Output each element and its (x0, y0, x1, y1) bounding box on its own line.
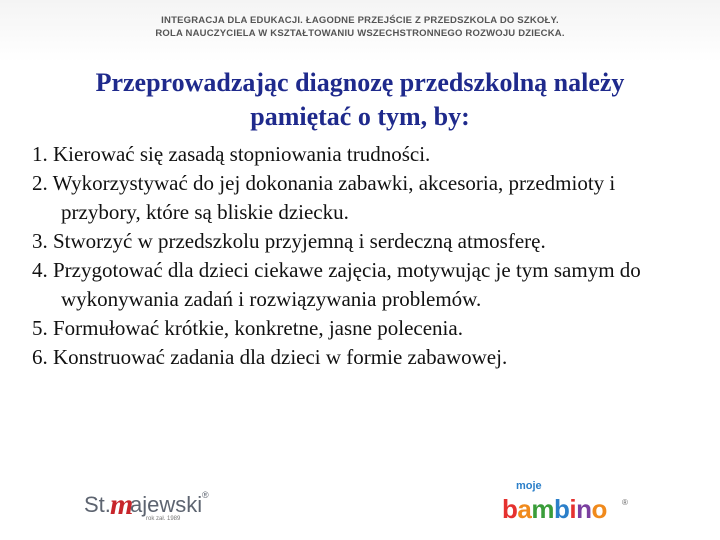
slide-title (20, 66, 700, 134)
title-line-1: Przeprowadzając diagnozę przedszkolną należy (95, 68, 625, 97)
header-line-2: ROLA NAUCZYCIELA W KSZTAŁTOWANIU WSZECHSTRONNEGO ROZWOJU DZIECKA. (155, 28, 565, 39)
logo-letter: a (517, 494, 532, 524)
list-item: 4. Przygotować dla dzieci ciekawe zajęcia, motywując je tym samym do wykonywania zadań i rozwiązywania problemów. (32, 258, 641, 311)
registered-mark: ® (622, 498, 628, 507)
list-item: 3. Stworzyć w przedszkolu przyjemną i serdeczną atmosferę. (32, 229, 546, 253)
logo-m-mark: m (110, 488, 134, 521)
slide-header (0, 14, 720, 40)
logo-st-text: St. (84, 492, 111, 517)
logo-bambino-text (502, 494, 607, 525)
title-line-2: pamiętać o tym, by: (250, 102, 470, 131)
list-item: 2. Wykorzystywać do jej dokonania zabawki, akcesoria, przedmioty i przybory, które są bliskie dziecku. (32, 171, 616, 224)
header-line-1: INTEGRACJA DLA EDUKACJI. ŁAGODNE PRZEJŚCIE Z PRZEDSZKOLA DO SZKOŁY. (161, 15, 559, 26)
list-item: 1. Kierować się zasadą stopniowania trudności. (32, 142, 431, 166)
list-item: 5. Formułować krótkie, konkretne, jasne polecenia. (32, 316, 463, 340)
st-majewski-logo (84, 488, 234, 524)
logo-letter: b (502, 494, 518, 524)
logo-letter: b (553, 494, 570, 524)
logo-letter: n (576, 494, 592, 524)
logo-letter: o (591, 494, 607, 524)
moje-bambino-logo (500, 480, 636, 526)
logo-ajewski-text: ajewski (130, 492, 203, 517)
logo-subtitle: rok zał. 1989 (146, 516, 181, 522)
registered-mark: ® (202, 490, 209, 500)
recommendation-list (32, 140, 692, 372)
logo-moje-text: moje (516, 480, 542, 492)
logo-letter: i (569, 494, 577, 524)
logo-letter: m (531, 494, 554, 524)
list-item: 6. Konstruować zadania dla dzieci w formie zabawowej. (32, 345, 508, 369)
